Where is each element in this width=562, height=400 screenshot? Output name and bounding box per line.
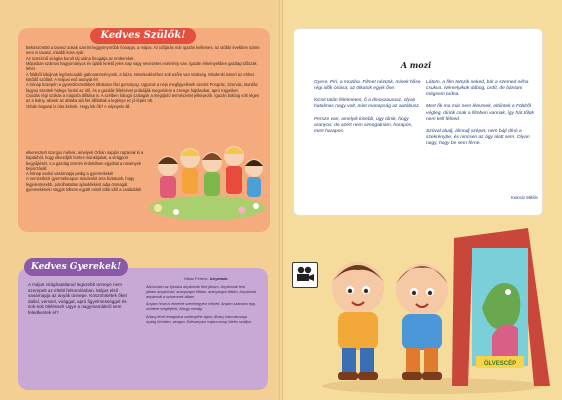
parents-paragraph: A hónap utolsó vasárnapja pedig a gyermekeké! (26, 171, 114, 177)
kids-at-cinema-illustration (322, 218, 558, 394)
small-poem (146, 285, 256, 328)
movie-poem-stanza: Kicsit talán félelmetes, ő a dinoszaurusz, olyan hatalmas nagy volt, mint manapság az autóbusz. (314, 98, 421, 110)
small-poem-stanza: Ahány levél lenagodva szélenyithe ágon, Ahány hamvatcsepp nyárig Kicsillen, virágon, Édesanyám hajára annyi ölelés szálljon. (146, 314, 253, 324)
movie-poem-left-column (314, 80, 422, 141)
film-camera-icon (292, 262, 318, 288)
cinema-sign-text: ÖLVESCÉP (483, 361, 517, 367)
movie-poem-stanza: Gyere, Piri, a moziba. Filmet nézünk, minek hőse régi idők óriása, az ölkatok egyik őse. (314, 80, 421, 92)
movie-poem-stanza: Persze van, amelyik kisebb, úgy tűnik, hogy aranyos, de azért nem simogatnám, harapós, mert harapos. (314, 116, 413, 134)
children-group-illustration (146, 128, 268, 220)
page-spine (279, 0, 283, 400)
movie-poem-stanza: Szóval aludj, álmodj szépet, nem bújt dínó a szekrénybe, és nincsen az ágy alatt sem. Olyan nagy, hogy be sem férne. (426, 128, 530, 147)
parents-paragraph: Csodás régi szokás a májusfa állítása is. A szélben lobogó szalagok a megújuló természetet jelképezik. Igazán boldog volt régen az a leány, akinek az ablaka alá fiet állítottak a legénye ez jó lépés ült. (26, 93, 260, 104)
movie-poem-author: Kulcsár Miklós (511, 195, 538, 200)
parents-paragraph: Májusban számos hagyományos és újabb keletű jeles nap vagy nevezetes esemény van. Igazán élményekben gazdag időszak lehet. (26, 61, 257, 72)
parents-paragraph: Beköszöntött a tavasz sokak szerint leggyönyörűbb hónapja, a május. Az időjárás már igazán kellemes, az utóbbi években szinte nem is tavasz, inkább kora nyár. (26, 45, 260, 56)
parents-paragraph: A nemzetközi gyermeknapon mindenkit arra biztatunk, hogy legjelentesebb, pótolhatatlan ajándékként adja önmagát gyermekének! Vagyis töltsön együtt minél több időt a családdal! (26, 176, 142, 193)
small-poem-stanza: Álmomban az éjszaka anyámnak fent jártam, Anyámnak fent jártam anyamnak, aranyangot tűttam, aranyangot töltam, Anyámnál anyámnál a szivemnek álltam. (146, 285, 256, 299)
parents-title: Kedves Szülők! (90, 28, 196, 44)
small-poem-heading (146, 276, 266, 281)
parents-paragraph: Az szeszínű virágba borult táj utána finogatja az embereket. (26, 55, 135, 61)
parents-paragraph: elkeresztelt szorgos méhek, amelyek Orbán napján rajzanak ki a kaptárból, hogy elkezdjék fontos munkájukat, a virágport begyűjtését, s a gazdag termés érdekében egyúttal a növények beporzását. (26, 150, 144, 171)
small-poem-title: Anyámak (209, 276, 228, 281)
parents-paragraph: Orbán bogarai is útra kelnek. Hogy kik ők? A népnyelv áll. (26, 103, 131, 109)
small-poem-author: Mész Ferenc: (184, 276, 209, 281)
children-paragraph: A május virághatatlanul legszebb ünnepe nem szerepelt az eltöltí felsorolásban. Május első vasárnapja az anyák ünnepe. Köszöntsétek őket dallal, verssel, virággal, apró figyelmességgel és sok-sok öleléssel! Ugye a nagymamákról sem feledkeztek el? (28, 282, 127, 315)
parents-paragraph: A hónap közepén a gyümölcsösökben tiltokatos fázi gomolyog. Ugyanis a népi megfigyelések szerint Pongrác, Szervác, Bonifác fagyos szentek hidege fordul az idő, és a gazdák féltésével próbálják megvédeni a zsenge hajtásokat, apró rügyeiket. (26, 82, 258, 93)
movie-poem-right-column (426, 80, 536, 153)
children-letter-text (28, 282, 132, 316)
parents-letter-text (26, 45, 264, 109)
movie-poem-stanza: Mert ők ma már nem léteznek, eltűntek a Földről végleg, dínók csak a filmben vannak, így hát tőlük nem kell félned. (426, 104, 534, 122)
movie-poem-title: A mozi (400, 60, 432, 70)
children-title: Kedves Gyerekek! (24, 258, 128, 276)
parents-letter-text-lower (26, 150, 144, 192)
parents-paragraph: A földből kibújnak legfontosabb gabonanövényünk, a búza. Növekedéséhez sok esőre van szükség. Mindenki ismeri az ehhez kötődő szólást: A májusi eső aranyat ér! (26, 71, 255, 83)
movie-poem-stanza: Látom, a film tetszik neked, bár a szemed néha csukva. Némelyikük dábog, ordít, de bántani mégsem tudna. (426, 80, 529, 98)
small-poem-stanza: Anyám hova is elmehet szemhegyem helyett, Anyám számára épp, mindent megfejthet, Ahogy mindig. (146, 302, 256, 312)
